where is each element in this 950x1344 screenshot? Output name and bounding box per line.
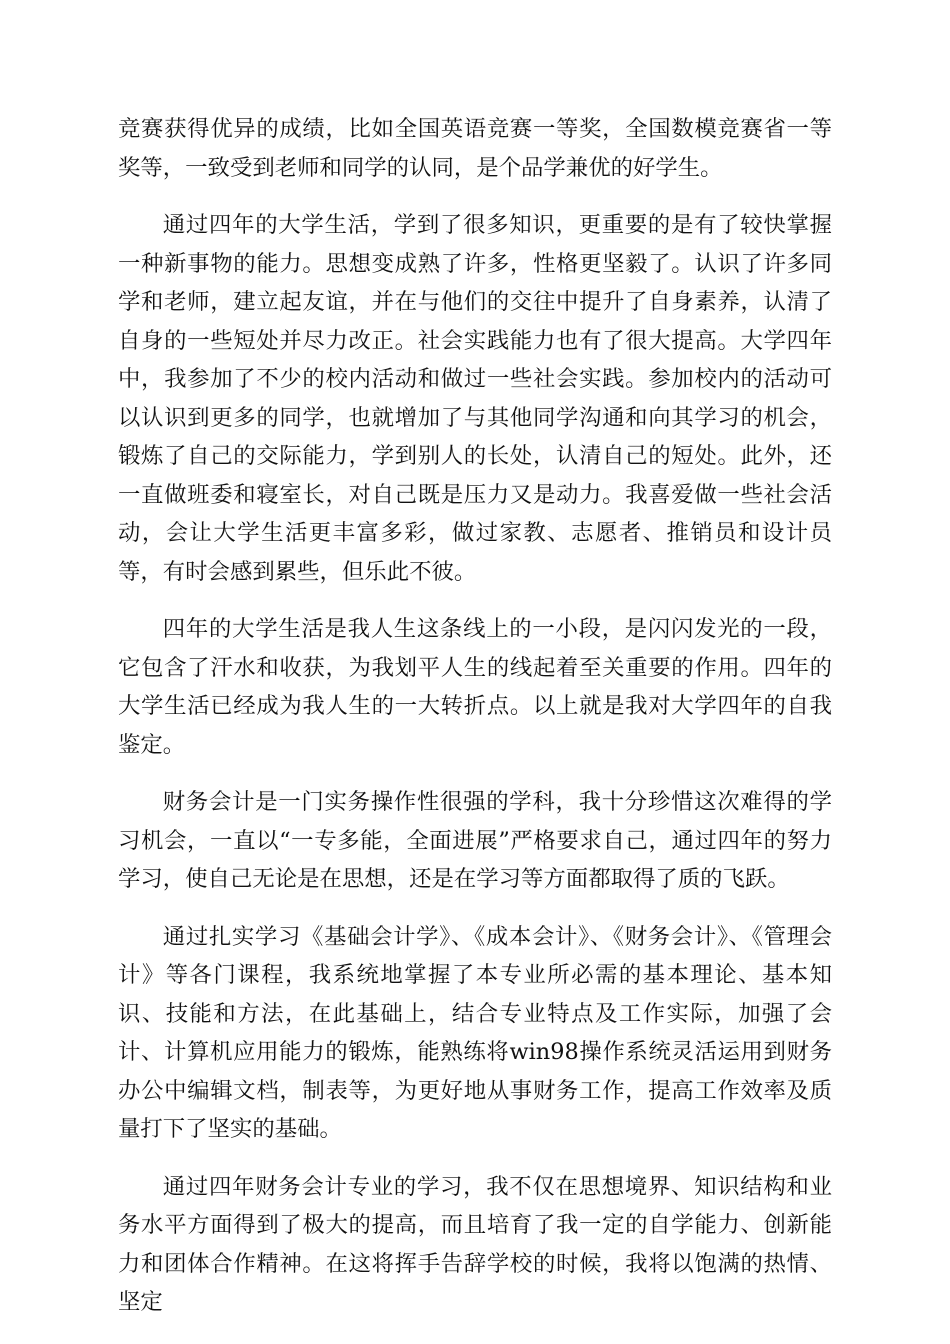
paragraph-1: 竞赛获得优异的成绩，比如全国英语竞赛一等奖，全国数模竞赛省一等奖等，一致受到老师和同学的认同，是个品学兼优的好学生。 — [118, 116, 832, 181]
paragraph-4: 财务会计是一门实务操作性很强的学科，我十分珍惜这次难得的学习机会，一直以“一专多能，全面进展”严格要求自己，通过四年的努力学习，使自己无论是在思想，还是在学习等方面都取得了质的飞跃。 — [118, 789, 832, 892]
paragraph-6: 通过四年财务会计专业的学习，我不仅在思想境界、知识结构和业务水平方面得到了极大的提高，而且培育了我一定的自学能力、创新能力和团体合作精神。在这将挥手告辞学校的时候，我将以饱满的热情、坚定 — [118, 1173, 832, 1315]
paragraph-2: 通过四年的大学生活，学到了很多知识，更重要的是有了较快掌握一种新事物的能力。思想变成熟了许多，性格更坚毅了。认识了许多同学和老师，建立起友谊，并在与他们的交往中提升了自身素养，认清了自身的一些短处并尽力改正。社会实践能力也有了很大提高。大学四年中，我参加了不少的校内活动和做过一些社会实践。参加校内的活动可以认识到更多的同学，也就增加了与其他同学沟通和向其学习的机会，锻炼了自己的交际能力，学到别人的长处，认清自己的短处。此外，还一直做班委和寝室长，对自己既是压力又是动力。我喜爱做一些社会活动，会让大学生活更丰富多彩，做过家教、志愿者、推销员和设计员等，有时会感到累些，但乐此不彼。 — [118, 212, 832, 585]
paragraph-5: 通过扎实学习《基础会计学》、《成本会计》、《财务会计》、《管理会计》等各门课程，我系统地掌握了本专业所必需的基本理论、基本知识、技能和方法，在此基础上，结合专业特点及工作实际，加强了会计、计算机应用能力的锻炼，能熟练将win98操作系统灵活运用到财务办公中编辑文档，制表等，为更好地从事财务工作，提高工作效率及质量打下了坚实的基础。 — [118, 923, 832, 1142]
document-body — [118, 110, 832, 1322]
paragraph-3: 四年的大学生活是我人生这条线上的一小段，是闪闪发光的一段，它包含了汗水和收获，为我划平人生的线起着至关重要的作用。四年的大学生活已经成为我人生的一大转折点。以上就是我对大学四年的自我鉴定。 — [118, 616, 832, 758]
